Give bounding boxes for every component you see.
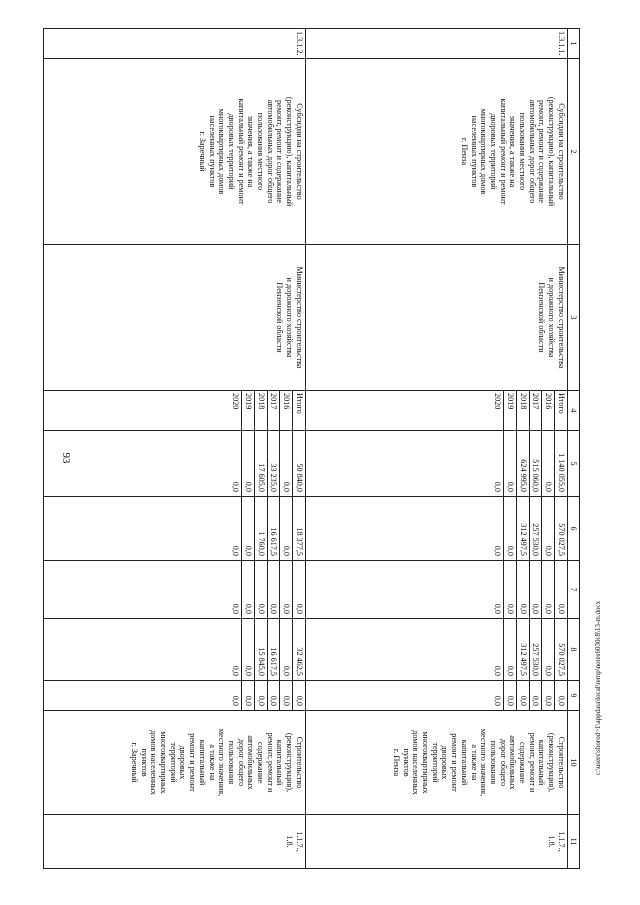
row-col9-value: 0,0 bbox=[254, 681, 267, 710]
header-cell: 8 bbox=[567, 619, 579, 681]
row-col8-value: 0,0 bbox=[493, 665, 503, 676]
row-col5-value: 0,0 bbox=[503, 431, 516, 496]
header-cell: 10 bbox=[567, 711, 579, 815]
row-years-value: 2018 bbox=[516, 391, 529, 430]
row-col8 bbox=[305, 619, 567, 681]
row-col7-value: 0,0 bbox=[241, 561, 254, 618]
row-col5-value: 0,0 bbox=[493, 481, 503, 492]
row-col5-value: 515 060,0 bbox=[529, 431, 542, 496]
row-col7-value: 0,0 bbox=[516, 561, 529, 618]
row-col5-value: 1 140 055,0 bbox=[554, 431, 567, 496]
program-table bbox=[43, 28, 580, 869]
row-col5 bbox=[43, 431, 305, 497]
row-col8-value: 16 617,5 bbox=[267, 619, 280, 680]
row-col7-value: 0,0 bbox=[529, 561, 542, 618]
row-executor: Министерство строительства и дорожного хозяйства Пензенской области bbox=[305, 245, 567, 391]
row-col8-value: 570 027,5 bbox=[554, 619, 567, 680]
header-cell: 4 bbox=[567, 391, 579, 431]
row-col7-value: 0,0 bbox=[279, 561, 292, 618]
row-years bbox=[305, 391, 567, 431]
row-col5 bbox=[305, 431, 567, 497]
row-purpose: Строительство (реконструкция), капитальный ремонт, ремонт и содержание автомобильных дорог общего пользования местного значения, а также на капитальный ремонт и ремонт дворовых территорий многоквартирных домов населенных пунктов г. Пенза bbox=[305, 711, 567, 815]
row-col6-value: 0,0 bbox=[541, 497, 554, 560]
header-cell: 1 bbox=[567, 29, 579, 59]
header-cell: 7 bbox=[567, 561, 579, 619]
row-code: 1.3.1.1. bbox=[305, 29, 567, 59]
row-col8-value: 312 497,5 bbox=[516, 619, 529, 680]
row-col6-value: 570 027,5 bbox=[554, 497, 567, 560]
row-col5-value: 50 840,0 bbox=[292, 431, 305, 496]
row-col6-value: 18 377,5 bbox=[292, 497, 305, 560]
row-col5-value: 17 605,0 bbox=[254, 431, 267, 496]
row-col7-value: 0,0 bbox=[231, 603, 241, 614]
row-col8 bbox=[43, 619, 305, 681]
row-col7-value: 0,0 bbox=[503, 561, 516, 618]
row-years-value: 2019 bbox=[241, 391, 254, 430]
row-years-value: 2019 bbox=[503, 391, 516, 430]
row-col9 bbox=[43, 681, 305, 711]
row-years bbox=[43, 391, 305, 431]
row-indicators: 1.1.7., 1.8. bbox=[305, 815, 567, 869]
row-col6-value: 0,0 bbox=[493, 545, 503, 556]
row-col7-value: 0,0 bbox=[292, 561, 305, 618]
row-col9-value: 0,0 bbox=[529, 681, 542, 710]
table-row bbox=[305, 29, 567, 869]
row-col6-value: 257 530,0 bbox=[529, 497, 542, 560]
row-years-value: Итого bbox=[554, 391, 567, 430]
page-number: 93 bbox=[60, 452, 72, 464]
row-col5-value: 0,0 bbox=[241, 431, 254, 496]
row-col5-value: 0,0 bbox=[279, 431, 292, 496]
row-col6-value: 0,0 bbox=[279, 497, 292, 560]
row-col8-value: 0,0 bbox=[241, 619, 254, 680]
row-col9-value: 0,0 bbox=[267, 681, 280, 710]
row-years-value: 2017 bbox=[529, 391, 542, 430]
row-col9-value: 0,0 bbox=[503, 681, 516, 710]
row-col8-value: 15 845,0 bbox=[254, 619, 267, 680]
row-col5-value: 624 995,0 bbox=[516, 431, 529, 496]
header-cell: 9 bbox=[567, 681, 579, 711]
row-years-value: Итого bbox=[292, 391, 305, 430]
row-years-value: 2020 bbox=[493, 393, 503, 410]
row-col7-value: 0,0 bbox=[493, 603, 503, 614]
table-row bbox=[43, 29, 305, 869]
row-years-value: 2016 bbox=[541, 391, 554, 430]
row-years-value: 2018 bbox=[254, 391, 267, 430]
row-col9-value: 0,0 bbox=[516, 681, 529, 710]
rotated-table-container bbox=[78, 28, 580, 868]
row-col7 bbox=[305, 561, 567, 619]
row-col9-value: 0,0 bbox=[541, 681, 554, 710]
row-col6-value: 0,0 bbox=[241, 497, 254, 560]
row-col7-value: 0,0 bbox=[554, 561, 567, 618]
row-years-value: 2020 bbox=[231, 393, 241, 410]
row-col7-value: 0,0 bbox=[541, 561, 554, 618]
row-executor: Министерство строительства и дорожного хозяйства Пензенской области bbox=[43, 245, 305, 391]
row-code: 1.3.1.2. bbox=[43, 29, 305, 59]
row-col7 bbox=[43, 561, 305, 619]
row-description: Субсидии на строительство (реконструкцию), капитальный ремонт, ремонт и содержание автомобильных дорог общего пользования местного значения, а также на капитальный ремонт и ремонт дворовых территорий многоквартирных домов населенных пунктов г. Заречный bbox=[43, 59, 305, 245]
header-cell: 5 bbox=[567, 431, 579, 497]
header-row bbox=[567, 29, 579, 869]
row-col9-value: 0,0 bbox=[493, 695, 503, 706]
row-col9-value: 0,0 bbox=[554, 681, 567, 710]
row-col9-value: 0,0 bbox=[279, 681, 292, 710]
row-col8-value: 0,0 bbox=[279, 619, 292, 680]
row-col6-value: 16 617,5 bbox=[267, 497, 280, 560]
row-col8-value: 32 462,5 bbox=[292, 619, 305, 680]
row-col6 bbox=[305, 497, 567, 561]
row-col6-value: 1 760,0 bbox=[254, 497, 267, 560]
row-col8-value: 0,0 bbox=[541, 619, 554, 680]
row-col7-value: 0,0 bbox=[254, 561, 267, 618]
row-description: Субсидии на строительство (реконструкцию), капитальный ремонт, ремонт и содержание автомобильных дорог общего пользования местного значения, а также на капитальный ремонт и ремонт дворовых территорий многоквартирных домов населенных пунктов г. Пенза bbox=[305, 59, 567, 245]
row-purpose: Строительство (реконструкция), капитальный ремонт, ремонт и содержание автомобильных дорог общего пользования местного значения, а также на капитальный ремонт и ремонт дворовых территорий многоквартирных домов населенных пунктов г. Заречный bbox=[43, 711, 305, 815]
row-col9 bbox=[305, 681, 567, 711]
row-col9-value: 0,0 bbox=[292, 681, 305, 710]
row-col6 bbox=[43, 497, 305, 561]
header-cell: 11 bbox=[567, 815, 579, 869]
row-col5-value: 0,0 bbox=[541, 431, 554, 496]
header-cell: 2 bbox=[567, 59, 579, 245]
row-col9-value: 0,0 bbox=[231, 695, 241, 706]
footer-file-path: c:\users\sborod~1\appdata\local\temp\notes6030c8\13-m.docx bbox=[594, 600, 602, 776]
row-col5-value: 0,0 bbox=[231, 481, 241, 492]
row-col6-value: 0,0 bbox=[231, 545, 241, 556]
row-col6-value: 312 497,5 bbox=[516, 497, 529, 560]
row-col6-value: 0,0 bbox=[503, 497, 516, 560]
row-indicators: 1.1.7., 1.8. bbox=[43, 815, 305, 869]
row-col8-value: 257 530,0 bbox=[529, 619, 542, 680]
row-col8-value: 0,0 bbox=[503, 619, 516, 680]
row-years-value: 2016 bbox=[279, 391, 292, 430]
row-col8-value: 0,0 bbox=[231, 665, 241, 676]
row-years-value: 2017 bbox=[267, 391, 280, 430]
row-col9-value: 0,0 bbox=[241, 681, 254, 710]
header-cell: 3 bbox=[567, 245, 579, 391]
row-col7-value: 0,0 bbox=[267, 561, 280, 618]
header-cell: 6 bbox=[567, 497, 579, 561]
row-col5-value: 33 235,0 bbox=[267, 431, 280, 496]
